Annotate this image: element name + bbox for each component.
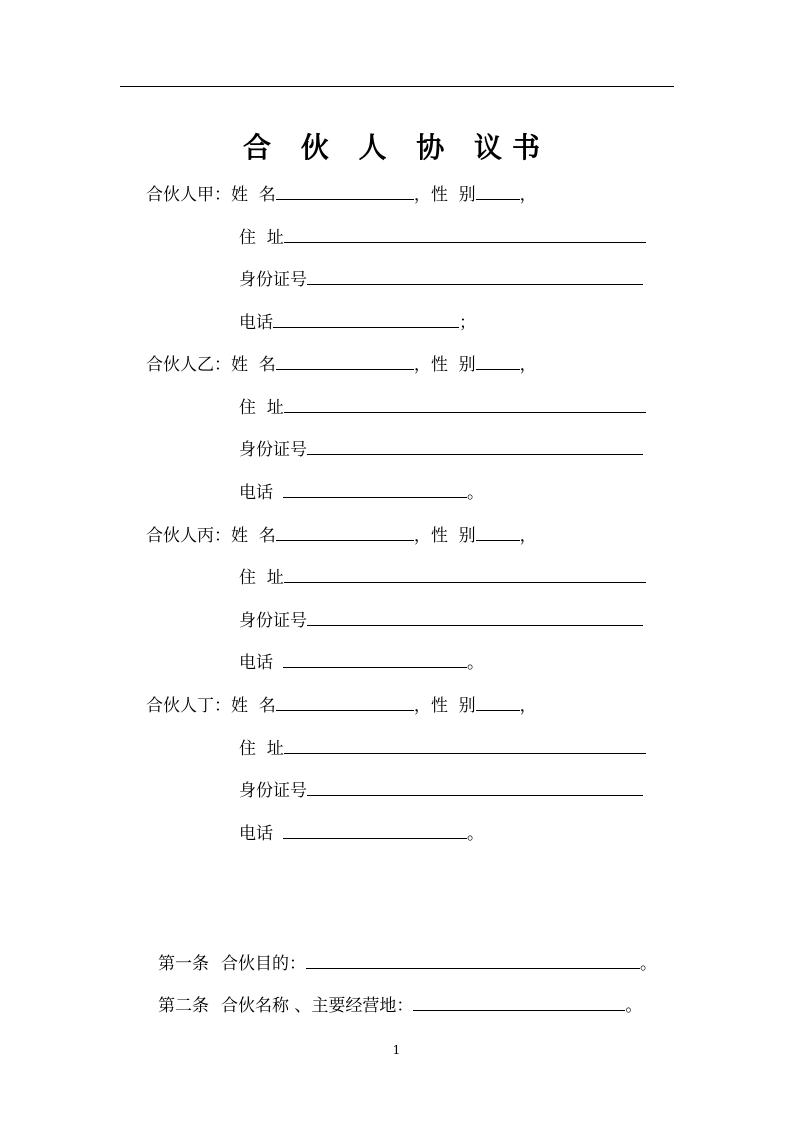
id-blank[interactable] <box>307 438 643 455</box>
comma: ， <box>413 355 431 375</box>
article-number: 第一条 <box>158 954 209 974</box>
address-blank[interactable] <box>284 396 646 413</box>
article-2-line <box>158 994 642 1018</box>
comma: ， <box>519 355 537 375</box>
partner-d-name-line <box>146 694 537 718</box>
partner-d-id-line <box>239 779 643 803</box>
partner-label: 合伙人甲： <box>146 185 231 205</box>
id-label: 身份证号 <box>239 440 307 460</box>
address-blank[interactable] <box>284 737 646 754</box>
phone-label: 电话 <box>239 824 273 844</box>
end-punct: 。 <box>467 824 484 844</box>
end-punct: 。 <box>467 653 484 673</box>
partner-c-phone-line <box>239 651 484 675</box>
partner-a-phone-line <box>239 311 476 335</box>
partner-b-name-line <box>146 353 537 377</box>
comma: ， <box>413 526 431 546</box>
id-label: 身份证号 <box>239 270 307 290</box>
phone-blank[interactable] <box>283 651 467 668</box>
article-text: 合伙名称 、主要经营地： <box>221 996 414 1016</box>
end-punct: 。 <box>625 996 643 1016</box>
partner-d-address-line <box>239 737 646 761</box>
id-blank[interactable] <box>307 609 643 626</box>
name-label: 姓 名 <box>231 526 276 546</box>
name-label: 姓 名 <box>231 185 276 205</box>
article-1-line <box>158 952 657 976</box>
name-label: 姓 名 <box>231 355 276 375</box>
end-punct: 。 <box>640 954 657 974</box>
gender-label: 性 别 <box>430 185 476 205</box>
phone-blank[interactable] <box>283 481 467 498</box>
partner-a-id-line <box>239 268 643 292</box>
name-blank[interactable] <box>276 694 414 711</box>
partner-label: 合伙人丁： <box>146 696 231 716</box>
address-label: 住 址 <box>239 398 284 418</box>
phone-label: 电话 <box>239 653 273 673</box>
address-label: 住 址 <box>239 739 284 759</box>
phone-blank[interactable] <box>283 822 467 839</box>
partner-b-id-line <box>239 438 643 462</box>
comma: ， <box>519 185 537 205</box>
id-label: 身份证号 <box>239 611 307 631</box>
document-title: 合 伙 人 协 议书 <box>243 131 550 164</box>
address-label: 住 址 <box>239 228 284 248</box>
address-label: 住 址 <box>239 568 284 588</box>
article-blank[interactable] <box>306 952 640 969</box>
comma: ， <box>413 185 431 205</box>
gender-label: 性 别 <box>430 526 476 546</box>
name-blank[interactable] <box>276 353 414 370</box>
phone-blank[interactable] <box>273 311 459 328</box>
article-blank[interactable] <box>413 994 625 1011</box>
phone-label: 电话 <box>239 313 273 333</box>
name-label: 姓 名 <box>231 696 276 716</box>
partner-label: 合伙人乙： <box>146 355 231 375</box>
header-rule <box>120 86 674 87</box>
id-blank[interactable] <box>307 779 643 796</box>
partner-a-name-line <box>146 183 537 207</box>
partner-a-address-line <box>239 226 646 250</box>
comma: ， <box>519 696 537 716</box>
partner-b-phone-line <box>239 481 484 505</box>
gender-label: 性 别 <box>430 696 476 716</box>
comma: ， <box>519 526 537 546</box>
phone-label: 电话 <box>239 483 273 503</box>
gender-blank[interactable] <box>476 183 520 200</box>
comma: ， <box>413 696 431 716</box>
address-blank[interactable] <box>284 226 646 243</box>
partner-label: 合伙人丙： <box>146 526 231 546</box>
partner-c-address-line <box>239 566 646 590</box>
address-blank[interactable] <box>284 566 646 583</box>
gender-blank[interactable] <box>476 353 520 370</box>
end-punct: ； <box>459 313 476 333</box>
partner-b-address-line <box>239 396 646 420</box>
partner-c-id-line <box>239 609 643 633</box>
article-number: 第二条 <box>158 996 209 1016</box>
gender-blank[interactable] <box>476 694 520 711</box>
gender-label: 性 别 <box>430 355 476 375</box>
gender-blank[interactable] <box>476 524 520 541</box>
name-blank[interactable] <box>276 524 414 541</box>
id-label: 身份证号 <box>239 781 307 801</box>
partner-c-name-line <box>146 524 537 548</box>
end-punct: 。 <box>467 483 484 503</box>
name-blank[interactable] <box>276 183 414 200</box>
id-blank[interactable] <box>307 268 643 285</box>
article-text: 合伙目的： <box>221 954 306 974</box>
partner-d-phone-line <box>239 822 484 846</box>
page-number: 1 <box>392 1043 401 1057</box>
